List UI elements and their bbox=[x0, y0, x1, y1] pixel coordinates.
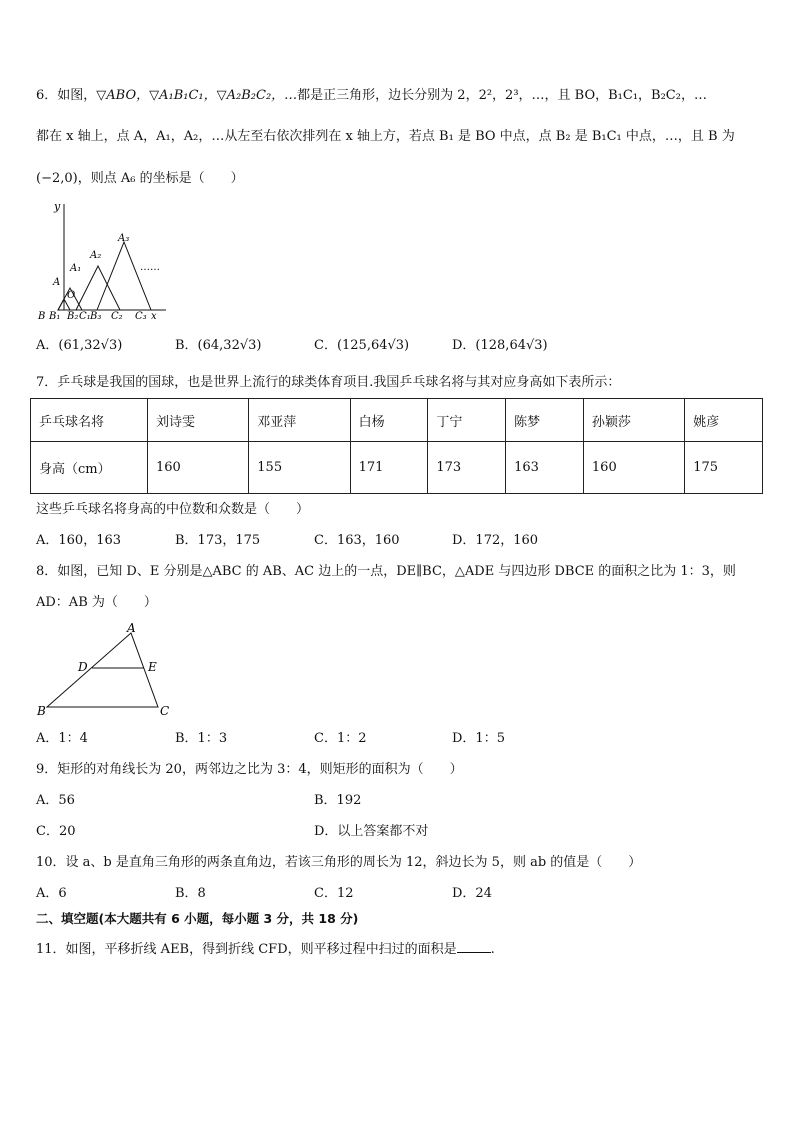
q6-option-b[interactable]: B．(64,32√3) bbox=[175, 338, 262, 353]
label-A1: A₁ bbox=[70, 263, 82, 274]
table-header-cell: 邓亚萍 bbox=[249, 399, 350, 442]
section-title: 二、填空题(本大题共有 6 小题，每小题 3 分，共 18 分) bbox=[36, 911, 359, 926]
q6-line1 bbox=[36, 86, 707, 106]
q10-option-c[interactable]: C．12 bbox=[314, 886, 354, 901]
triangle-A2B2C2 bbox=[76, 266, 120, 310]
label-A2: A₂ bbox=[90, 250, 102, 261]
q8-line1: 8．如图，已知 D、E 分别是△ABC 的 AB、AC 边上的一点，DE∥BC，△ADE 与四边形 DBCE 的面积之比为 1：3，则 bbox=[36, 564, 736, 579]
label-A3: A₃ bbox=[118, 233, 130, 244]
q8-option-a[interactable]: A．1：4 bbox=[36, 731, 88, 746]
table-header-cell: 丁宁 bbox=[428, 399, 506, 442]
q6-figure bbox=[34, 198, 174, 320]
label-B: B bbox=[37, 704, 46, 718]
table-cell: 160 bbox=[148, 442, 249, 494]
label-O: O bbox=[67, 290, 76, 301]
table-header-cell: 刘诗雯 bbox=[148, 399, 249, 442]
table-cell: 163 bbox=[506, 442, 584, 494]
dots: …… bbox=[140, 262, 160, 273]
label-C2: C₂ bbox=[111, 311, 123, 320]
label-C1: C₁ bbox=[79, 311, 91, 320]
q6-option-d[interactable]: D．(128,64√3) bbox=[452, 338, 548, 353]
q7-option-c[interactable]: C．163，160 bbox=[314, 533, 400, 548]
table-cell: 155 bbox=[249, 442, 350, 494]
x-axis-label: x bbox=[151, 311, 157, 320]
table-cell: 160 bbox=[583, 442, 684, 494]
label-A: A bbox=[53, 277, 61, 288]
label-D: D bbox=[78, 660, 88, 674]
q11-tail: . bbox=[490, 942, 495, 957]
label-B1: B₁ bbox=[49, 311, 61, 320]
table-row-label: 身高（cm） bbox=[31, 442, 148, 494]
table-cell: 173 bbox=[428, 442, 506, 494]
answer-blank[interactable] bbox=[457, 938, 491, 953]
table-header-cell: 陈梦 bbox=[506, 399, 584, 442]
table-header-cell: 姚彦 bbox=[685, 399, 763, 442]
q7-option-b[interactable]: B．173，175 bbox=[175, 533, 261, 548]
q9-option-d[interactable]: D．以上答案都不对 bbox=[314, 824, 429, 839]
label-B2: B₂ bbox=[67, 311, 79, 320]
label-A: A bbox=[127, 621, 136, 635]
triangle-A3B3C3 bbox=[97, 242, 151, 310]
label-B: B bbox=[38, 311, 46, 320]
q8-option-c[interactable]: C．1：2 bbox=[314, 731, 367, 746]
q7-option-a[interactable]: A．160，163 bbox=[36, 533, 122, 548]
q10-option-d[interactable]: D．24 bbox=[452, 886, 492, 901]
q11-line bbox=[36, 938, 495, 960]
q6-line1-a: 6．如图， bbox=[36, 88, 97, 103]
table-cell: 171 bbox=[350, 442, 428, 494]
q6-option-c[interactable]: C．(125,64√3) bbox=[314, 338, 410, 353]
height-table bbox=[30, 398, 763, 494]
q8-figure bbox=[30, 618, 180, 720]
q10-stem: 10．设 a、b 是直角三角形的两条直角边，若该三角形的周长为 12，斜边长为 5，则 ab 的值是（ ） bbox=[36, 855, 642, 870]
q6-line1-triangles: ▽ABO，▽A₁B₁C₁，▽A₂B₂C₂，… bbox=[96, 88, 298, 103]
triangle-ABC bbox=[47, 633, 158, 707]
q9-option-b[interactable]: B．192 bbox=[314, 793, 362, 808]
q6-line2: 都在 x 轴上，点 A，A₁，A₂，…从左至右依次排列在 x 轴上方，若点 B₁ 是 BO 中点，点 B₂ 是 B₁C₁ 中点，…，且 B 为 bbox=[36, 129, 735, 144]
q7-stem: 7．乒乓球是我国的国球，也是世界上流行的球类体育项目.我国乒乓球名将与其对应身高如下表所示： bbox=[36, 375, 621, 390]
q9-option-a[interactable]: A．56 bbox=[36, 793, 75, 808]
q8-option-d[interactable]: D．1：5 bbox=[452, 731, 505, 746]
q7-question: 这些乒乓球名将身高的中位数和众数是（ ） bbox=[36, 502, 310, 517]
q9-stem: 9．矩形的对角线长为 20，两邻边之比为 3：4，则矩形的面积为（ ） bbox=[36, 762, 463, 777]
q11-stem: 11．如图，平移折线 AEB，得到折线 CFD，则平移过程中扫过的面积是 bbox=[36, 942, 457, 957]
table-cell: 175 bbox=[685, 442, 763, 494]
label-C: C bbox=[160, 704, 170, 718]
q6-option-a[interactable]: A．(61,32√3) bbox=[36, 338, 123, 353]
q8-option-b[interactable]: B．1：3 bbox=[175, 731, 228, 746]
table-header-cell: 乒乓球名将 bbox=[31, 399, 148, 442]
q10-option-b[interactable]: B．8 bbox=[175, 886, 206, 901]
label-B3: B₃ bbox=[90, 311, 102, 320]
table-header-cell: 白杨 bbox=[350, 399, 428, 442]
q8-line2: AD：AB 为（ ） bbox=[36, 595, 157, 610]
q6-line3: (−2,0)，则点 A₆ 的坐标是（ ） bbox=[36, 171, 244, 186]
q7-option-d[interactable]: D．172，160 bbox=[452, 533, 539, 548]
table-header-row bbox=[31, 399, 763, 442]
q9-option-c[interactable]: C．20 bbox=[36, 824, 76, 839]
y-axis-label: y bbox=[54, 200, 61, 213]
label-C3: C₃ bbox=[135, 311, 147, 320]
q10-option-a[interactable]: A．6 bbox=[36, 886, 67, 901]
q6-line1-b: 都是正三角形，边长分别为 2，2²，2³，…，且 BO，B₁C₁，B₂C₂，… bbox=[297, 88, 707, 103]
label-E: E bbox=[148, 660, 157, 674]
table-header-cell: 孙颖莎 bbox=[583, 399, 684, 442]
table-row bbox=[31, 442, 763, 494]
